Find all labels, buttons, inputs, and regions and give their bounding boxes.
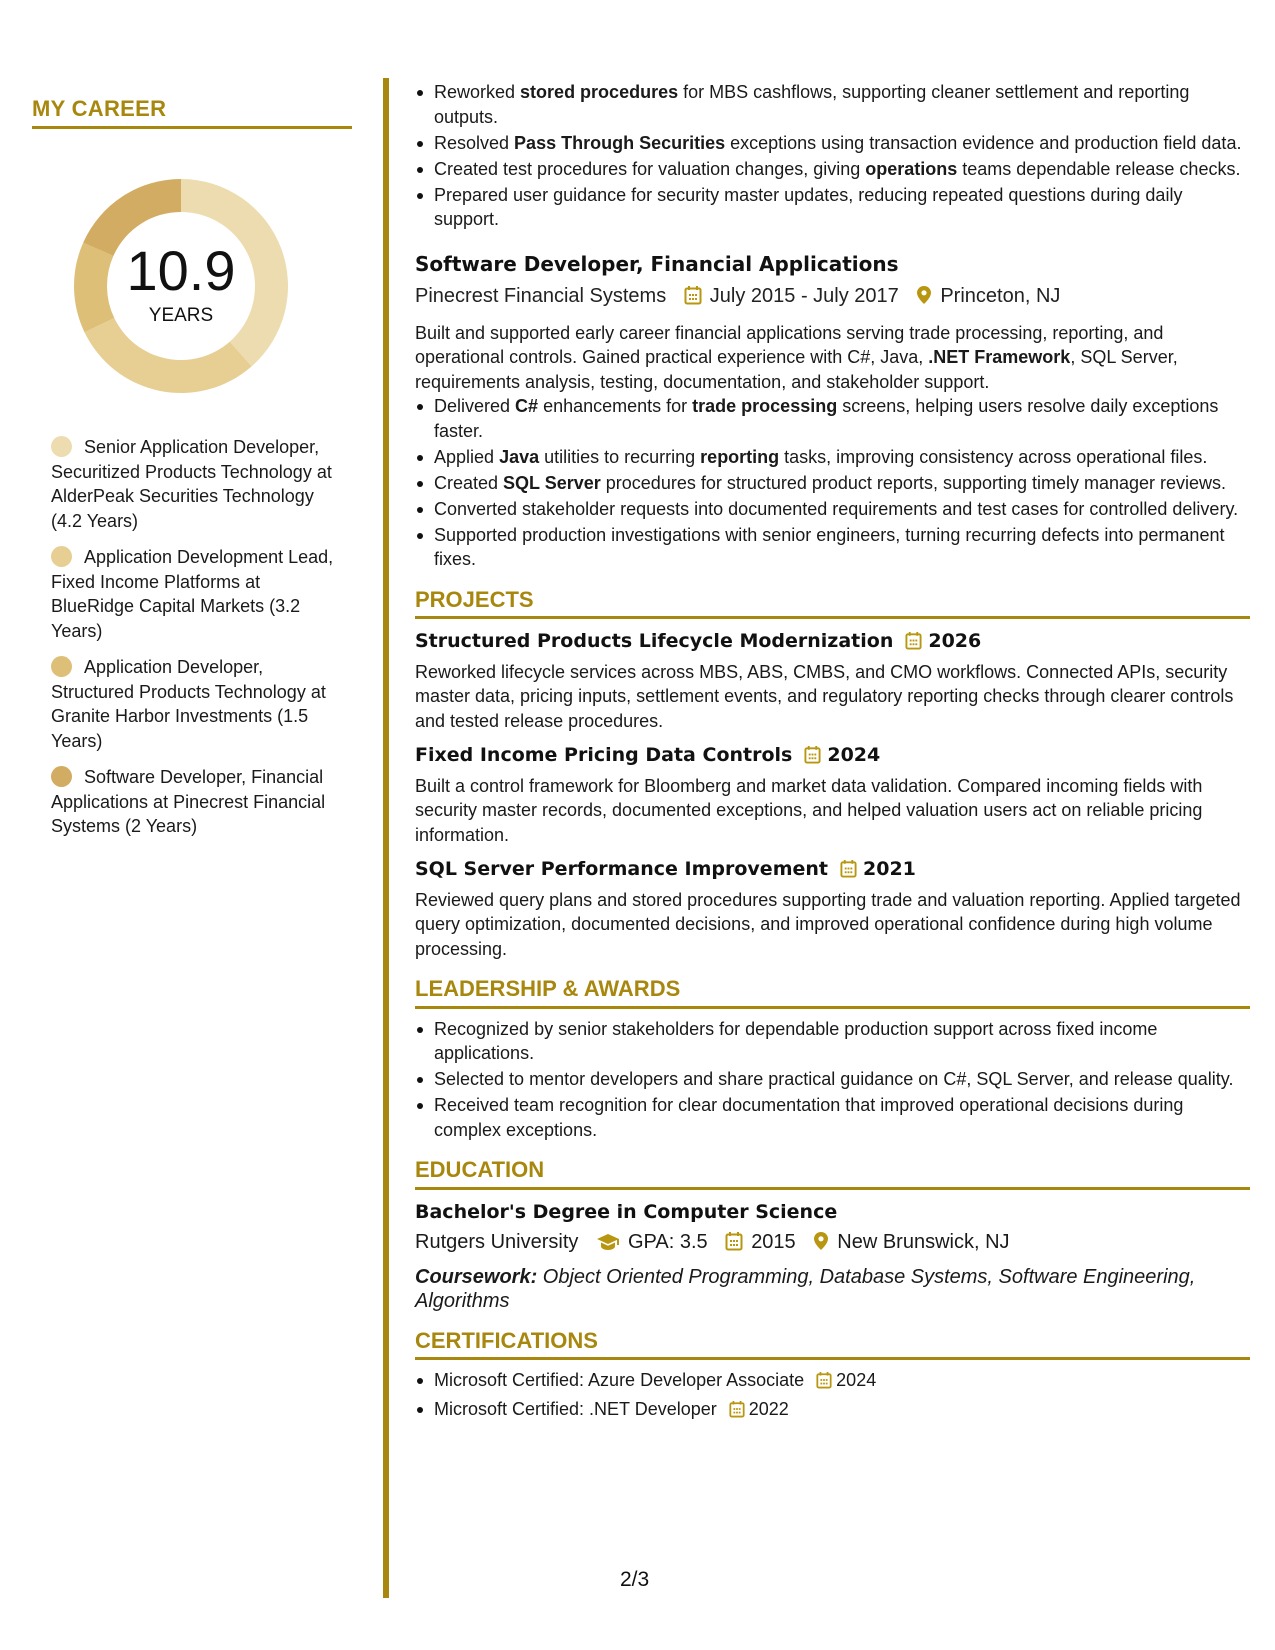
page-number: 2/3 <box>620 1568 650 1591</box>
job-location: Princeton, NJ <box>940 285 1061 307</box>
projects-heading: PROJECTS <box>415 588 1250 620</box>
bullet-text: procedures for structured product reports, supporting timely manager reviews. <box>600 472 1227 493</box>
bullet-text: exceptions using transaction evidence and production field data. <box>725 132 1242 153</box>
bullet-keyword: Pass Through Securities <box>514 132 726 153</box>
bullet-keyword: stored procedures <box>520 82 679 102</box>
bullet-item <box>415 183 1250 232</box>
previous-job-bullets <box>415 80 1250 232</box>
bullet-text: Prepared user guidance for security master updates, reducing repeated questions during daily support. <box>434 184 1183 229</box>
bullet-text: Created <box>434 472 504 493</box>
bullet-keyword: SQL Server <box>503 472 601 493</box>
bullet-text: screens, helping users resolve daily exceptions faster. <box>434 396 1219 441</box>
job-bullets <box>415 394 1250 572</box>
bullet-text: Delivered <box>434 396 516 416</box>
project-description: Reviewed query plans and stored procedures supporting trade and valuation reporting. Applied targeted query optimization, documented decisions, and improved operational confidence during high volume processing. <box>415 889 1241 959</box>
bullet-keyword: reporting <box>700 446 780 467</box>
main-content <box>415 80 1250 1426</box>
legend-dot <box>51 546 72 567</box>
certification-year: 2024 <box>836 1370 877 1390</box>
job-meta <box>415 284 1250 312</box>
legend-label: Senior Application Developer, Securitized Products Technology at AlderPeak Securities Technology (4.2 Years) <box>51 437 332 531</box>
gpa: GPA: 3.5 <box>627 1231 708 1253</box>
project-year: 2021 <box>863 858 916 880</box>
calendar-icon <box>816 1371 832 1396</box>
coursework-label: Coursework: <box>415 1265 538 1288</box>
bullet-text: Created test procedures for valuation changes, giving <box>434 158 866 179</box>
bullet-text: tasks, improving consistency across operational files. <box>779 446 1208 467</box>
project-title <box>415 629 1250 657</box>
certification-item <box>415 1368 1250 1396</box>
bullet-keyword: Java <box>499 446 540 467</box>
bullet-item <box>415 523 1250 572</box>
career-legend-item <box>51 545 336 643</box>
school-name: Rutgers University <box>415 1231 579 1253</box>
leadership-list <box>415 1017 1250 1143</box>
project-title <box>415 857 1250 885</box>
bullet-text: Resolved <box>434 132 515 153</box>
project-name: Fixed Income Pricing Data Controls <box>415 744 793 766</box>
bullet-keyword: operations <box>865 158 958 179</box>
certification-name: Microsoft Certified: .NET Developer <box>434 1399 717 1419</box>
degree-title: Bachelor's Degree in Computer Science <box>415 1200 838 1223</box>
graduation-cap-icon <box>596 1233 620 1258</box>
total-years-value: 10.9 <box>126 239 236 302</box>
legend-dot <box>51 436 72 457</box>
summary-keyword: .NET Framework <box>928 347 1071 367</box>
bullet-item <box>415 445 1250 470</box>
summary-text: , SQL Server, requirements analysis, testing, documentation, and stakeholder support. <box>415 347 1178 392</box>
total-years-unit: YEARS <box>148 305 214 326</box>
project-year: 2024 <box>827 744 881 766</box>
project-description: Built a control framework for Bloomberg and market data validation. Compared incoming fields with security master records, documented exceptions, and helped valuation users act on reliable pricing information. <box>415 775 1203 845</box>
career-legend <box>51 435 336 839</box>
coursework-text: Object Oriented Programming, Database Systems, Software Engineering, Algorithms <box>415 1265 1196 1312</box>
job-summary <box>415 321 1250 395</box>
leadership-heading: LEADERSHIP & AWARDS <box>415 977 1250 1009</box>
project-title <box>415 743 1250 771</box>
legend-dot <box>51 656 72 677</box>
certification-item <box>415 1397 1250 1425</box>
bullet-keyword: C# <box>515 396 539 416</box>
bullet-text: utilities to recurring <box>539 446 701 467</box>
leadership-item: Recognized by senior stakeholders for dependable production support across fixed income applications. <box>415 1017 1250 1066</box>
career-donut-chart <box>66 171 296 401</box>
education-location: New Brunswick, NJ <box>837 1231 1010 1253</box>
legend-dot <box>51 766 72 787</box>
certification-year: 2022 <box>748 1399 789 1419</box>
career-legend-item <box>51 765 336 839</box>
bullet-item <box>415 394 1250 443</box>
bullet-item <box>415 497 1250 522</box>
bullet-item <box>415 131 1250 156</box>
summary-text: Built and supported early career financial applications serving trade processing, reporting, and operational controls. Gained practical experience with C#, Java, <box>415 322 1164 367</box>
certifications-heading: CERTIFICATIONS <box>415 1329 1250 1361</box>
calendar-icon <box>804 745 821 771</box>
project-description: Reworked lifecycle services across MBS, ABS, CMBS, and CMO workflows. Connected APIs, security master data, pricing inputs, settlement events, and regulatory reporting checks through clearer controls and tested release procedures. <box>415 661 1234 731</box>
career-legend-item <box>51 435 336 533</box>
job-dates: July 2015 - July 2017 <box>709 285 899 307</box>
legend-label: Software Developer, Financial Applications at Pinecrest Financial Systems (2 Years) <box>51 767 326 836</box>
career-sidebar <box>32 96 352 851</box>
donut-center <box>66 171 296 401</box>
bullet-text: for MBS cashflows, supporting cleaner settlement and reporting outputs. <box>434 82 1190 127</box>
calendar-icon <box>729 1400 745 1425</box>
bullet-text: Supported production investigations with senior engineers, turning recurring defects into permanent fixes. <box>434 524 1225 569</box>
career-heading: MY CAREER <box>32 96 352 129</box>
legend-label: Application Developer, Structured Products Technology at Granite Harbor Investments (1.5 Years) <box>51 657 326 751</box>
bullet-text: Applied <box>434 446 500 467</box>
coursework <box>415 1265 1250 1313</box>
column-divider <box>383 78 389 1598</box>
project-name: SQL Server Performance Improvement <box>415 858 828 880</box>
location-pin-icon <box>813 1231 829 1258</box>
location-pin-icon <box>916 285 932 312</box>
calendar-icon <box>905 631 922 657</box>
education-meta <box>415 1230 1250 1258</box>
certifications-list <box>415 1368 1250 1425</box>
bullet-item <box>415 157 1250 182</box>
bullet-item <box>415 471 1250 496</box>
career-legend-item <box>51 655 336 753</box>
bullet-keyword: trade processing <box>692 396 838 416</box>
project-year: 2026 <box>928 630 982 652</box>
project-name: Structured Products Lifecycle Modernization <box>415 630 894 652</box>
company-name: Pinecrest Financial Systems <box>415 285 667 307</box>
leadership-item: Selected to mentor developers and share practical guidance on C#, SQL Server, and release quality. <box>415 1067 1250 1092</box>
leadership-item: Received team recognition for clear documentation that improved operational decisions during complex exceptions. <box>415 1093 1250 1142</box>
bullet-text: enhancements for <box>538 396 693 416</box>
education-heading: EDUCATION <box>415 1158 1250 1190</box>
bullet-text: Reworked <box>434 82 521 102</box>
bullet-item <box>415 80 1250 129</box>
calendar-icon <box>840 859 857 885</box>
job-title: Software Developer, Financial Applications <box>415 251 899 276</box>
calendar-icon <box>725 1231 743 1258</box>
certification-name: Microsoft Certified: Azure Developer Associate <box>434 1370 805 1390</box>
legend-label: Application Development Lead, Fixed Income Platforms at BlueRidge Capital Markets (3.2 Years) <box>51 547 334 641</box>
bullet-text: Converted stakeholder requests into documented requirements and test cases for controlled delivery. <box>434 498 1239 519</box>
bullet-text: teams dependable release checks. <box>957 158 1241 179</box>
calendar-icon <box>684 285 702 312</box>
graduation-year: 2015 <box>751 1231 796 1253</box>
